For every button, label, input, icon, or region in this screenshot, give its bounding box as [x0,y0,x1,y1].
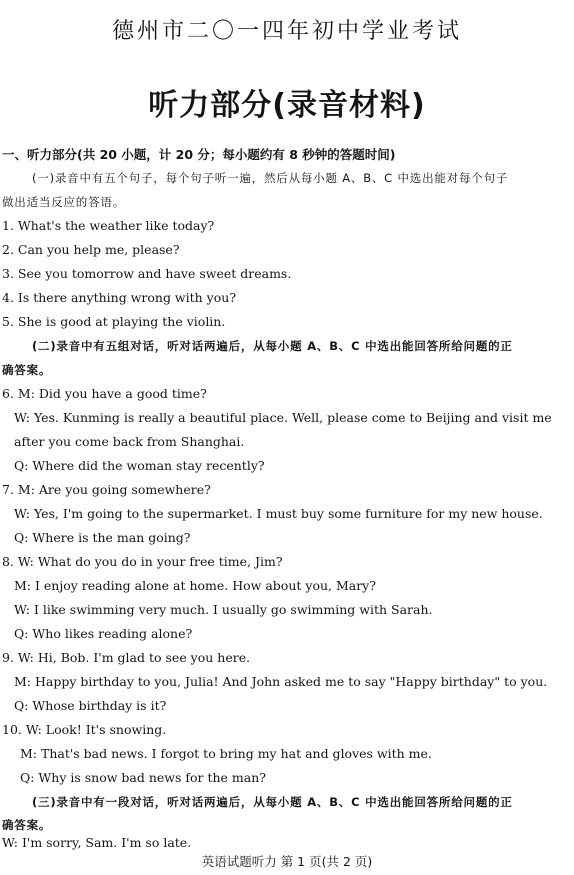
list-item: 1. What's the weather like today? [2,218,215,233]
part3-instruction-line1: (三)录音中有一段对话，听对话两遍后，从每小题 A、B、C 中选出能回答所给问题的正 [32,795,513,809]
dialogue-line: M: That's bad news. I forgot to bring my hat and gloves with me. [20,746,432,761]
dialogue-line: Q: Where is the man going? [14,530,191,545]
list-item: 5. She is good at playing the violin. [2,314,226,329]
part3-instruction-line2: 确答案。 [2,818,52,832]
dialogue-line: Q: Whose birthday is it? [14,698,167,713]
main-title: 听力部分(录音材料) [148,88,426,123]
dialogue-line: W: Yes, I'm going to the supermarket. I must buy some furniture for my new house. [14,506,543,521]
dialogue-line: M: Happy birthday to you, Julia! And John asked me to say "Happy birthday" to you. [14,674,548,689]
list-item: 2. Can you help me, please? [2,242,180,257]
dialogue-line: M: I enjoy reading alone at home. How about you, Mary? [14,578,376,593]
dialogue-line: Q: Who likes reading alone? [14,626,193,641]
dialogue-line: W: I like swimming very much. I usually go swimming with Sarah. [14,602,433,617]
dialogue-line: W: I'm sorry, Sam. I'm so late. [2,835,192,850]
list-item: 3. See you tomorrow and have sweet dreams. [2,266,292,281]
dialogue-line: Q: Where did the woman stay recently? [14,458,265,473]
part1-instruction-line2: 做出适当反应的答语。 [2,195,125,209]
dialogue-line: 7. M: Are you going somewhere? [2,482,211,497]
dialogue-line: 8. W: What do you do in your free time, Jim? [2,554,283,569]
dialogue-line: W: Yes. Kunming is really a beautiful place. Well, please come to Beijing and visit me [14,410,552,425]
section-heading: 一、听力部分(共 20 小题，计 20 分；每小题约有 8 秒钟的答题时间) [2,147,396,162]
page-footer: 英语试题听力 第 1 页(共 2 页) [201,854,373,869]
dialogue-line: Q: Why is snow bad news for the man? [20,770,266,785]
list-item: 4. Is there anything wrong with you? [2,290,237,305]
dialogue-line: 6. M: Did you have a good time? [2,386,207,401]
dialogue-line: 9. W: Hi, Bob. I'm glad to see you here. [2,650,251,665]
part2-instruction-line2: 确答案。 [2,363,52,377]
dialogue-line: 10. W: Look! It's snowing. [2,722,167,737]
dialogue-line: after you come back from Shanghai. [14,434,245,449]
part2-instruction-line1: (二)录音中有五组对话，听对话两遍后，从每小题 A、B、C 中选出能回答所给问题的正 [32,339,513,353]
part1-instruction-line1: (一)录音中有五个句子，每个句子听一遍，然后从每小题 A、B、C 中选出能对每个句子 [32,171,509,185]
exam-title: 德州市二〇一四年初中学业考试 [111,19,462,44]
